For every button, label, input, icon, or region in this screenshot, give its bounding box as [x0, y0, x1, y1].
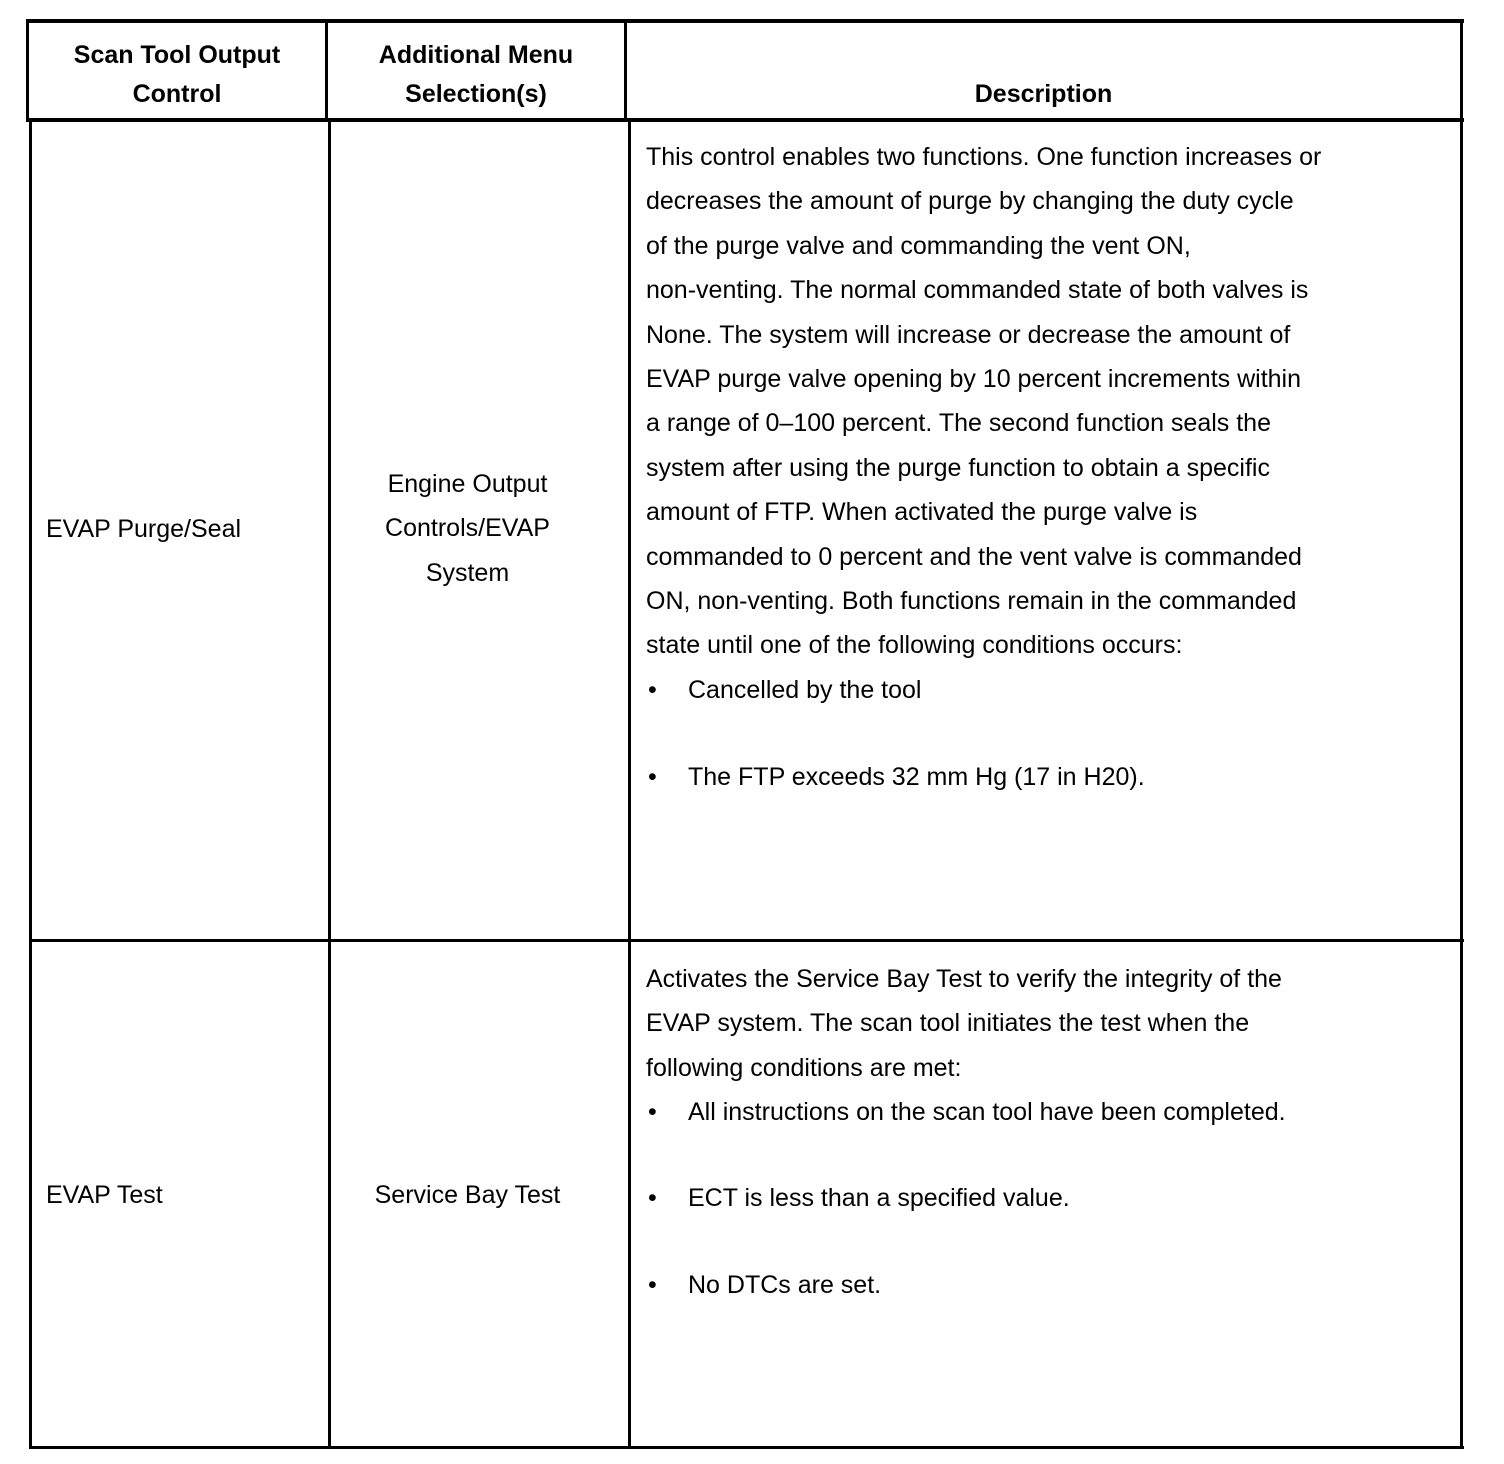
bullet-icon: •: [648, 676, 657, 704]
row1-description-line: a range of 0–100 percent. The second function seals the: [646, 409, 1271, 438]
row1-description-line: state until one of the following conditions occurs:: [646, 631, 1183, 660]
row1-description-line: amount of FTP. When activated the purge valve is: [646, 498, 1198, 527]
column-divider-1: [328, 120, 331, 1449]
table-border-left: [29, 120, 32, 1449]
row1-description-line: None. The system will increase or decrease the amount of: [646, 320, 1291, 349]
row2-control: EVAP Test: [46, 1181, 163, 1209]
row1-description-line: of the purge valve and commanding the vent ON,: [646, 231, 1191, 260]
table-border-bottom: [30, 1446, 1464, 1449]
bullet-icon: •: [648, 763, 657, 791]
header-scan-tool-output-control: [29, 36, 325, 114]
row1-description-line: decreases the amount of purge by changing the duty cycle: [646, 187, 1294, 216]
row2-menu-selection: [331, 1173, 604, 1217]
header-border-bottom: [26, 118, 1464, 122]
row2-bullet-text: ECT is less than a specified value.: [688, 1184, 1070, 1212]
row2-bullet-text: No DTCs are set.: [688, 1271, 882, 1299]
bullet-icon: •: [648, 1271, 657, 1299]
row2-description-line: EVAP system. The scan tool initiates the test when the: [646, 1009, 1250, 1038]
row1-menu-line: Controls/EVAP: [385, 514, 550, 543]
row2-description: [646, 957, 1282, 1090]
row1-description-line: commanded to 0 percent and the vent valve is commanded: [646, 542, 1302, 571]
row1-description-line: system after using the purge function to obtain a specific: [646, 453, 1270, 482]
row1-description-line: ON, non-venting. Both functions remain in the commanded: [646, 587, 1297, 616]
row-divider: [30, 939, 1464, 942]
row1-description: [646, 135, 1321, 668]
row1-description-line: EVAP purge valve opening by 10 percent increments within: [646, 365, 1302, 394]
table-border-right: [1460, 19, 1463, 1449]
row2-description-line: following conditions are met:: [646, 1053, 962, 1082]
table-border-top: [26, 19, 1464, 23]
row2-menu-line: Service Bay Test: [374, 1181, 561, 1209]
header-description: Description: [974, 80, 1113, 108]
row2-bullet-text: All instructions on the scan tool have been completed.: [688, 1098, 1286, 1126]
row1-bullet-text: The FTP exceeds 32 mm Hg (17 in H20).: [688, 763, 1145, 791]
row1-bullet-text: Cancelled by the tool: [688, 676, 922, 704]
bullet-icon: •: [648, 1184, 657, 1212]
row1-description-line: non-venting. The normal commanded state of both valves is: [646, 276, 1309, 305]
row1-description-line: This control enables two functions. One function increases or: [646, 143, 1322, 171]
header-additional-menu-selections: [328, 36, 624, 114]
column-divider-2: [628, 120, 631, 1449]
row1-menu-line: System: [425, 558, 510, 587]
row1-menu-line: Engine Output: [387, 470, 548, 498]
row1-control: EVAP Purge/Seal: [46, 515, 242, 543]
header-col1-line1: Scan Tool Output: [73, 41, 281, 69]
header-col1-line2: Control: [132, 80, 222, 108]
bullet-icon: •: [648, 1098, 657, 1126]
header-col2-line2: Selection(s): [405, 80, 547, 108]
row1-menu-selection: [331, 462, 604, 595]
row2-description-line: Activates the Service Bay Test to verify the integrity of the: [646, 965, 1282, 993]
header-col2-line1: Additional Menu: [378, 41, 574, 69]
